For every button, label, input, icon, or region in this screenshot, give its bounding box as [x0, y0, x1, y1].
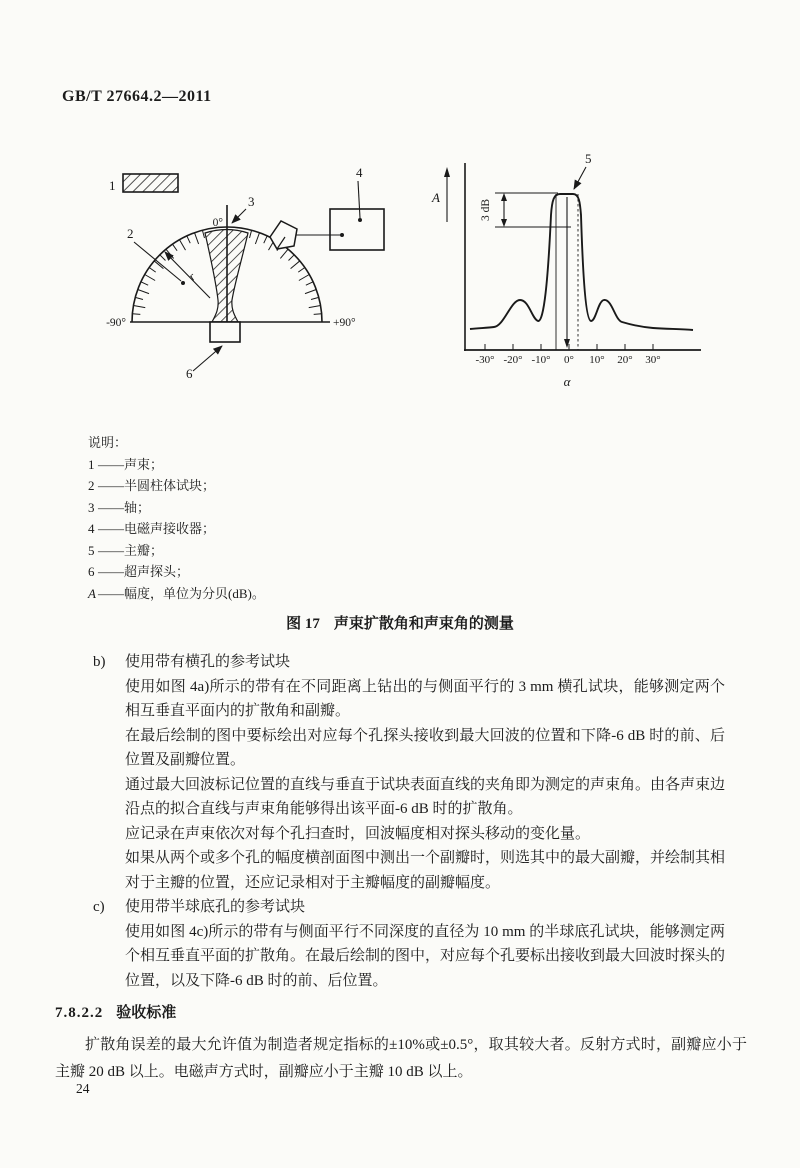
tick-mark — [289, 255, 295, 261]
callout-3-label: 3 — [248, 194, 255, 209]
legend-item-id: 1 — [88, 456, 95, 472]
callout-4-label: 4 — [356, 165, 363, 180]
callout-1-label: 1 — [109, 178, 116, 193]
legend-item — [88, 518, 265, 540]
paragraph: 使用如图 4c)所示的带有与侧面平行不同深度的直径为 10 mm 的半球底孔试块，能够测定两个相互垂直平面的扩散角。在最后绘制的图中，对应每个孔要标出接收到最大回波时探头的位置，以及下降-6 dB 时的前、后位置。 — [125, 923, 726, 989]
beam-angle-measurement-diagram — [85, 150, 420, 400]
legend-item — [88, 540, 265, 562]
tick-mark — [187, 236, 190, 243]
zero-degree-label: 0° — [212, 217, 223, 229]
legend-item — [88, 454, 265, 476]
figure-caption-number: 图 17 — [286, 616, 320, 632]
radius-label: r — [185, 269, 199, 284]
legend-item-text: 声束； — [124, 456, 164, 472]
legend-dash: —— — [98, 521, 124, 536]
x-tick-label: -10° — [531, 354, 551, 366]
tick-mark — [138, 290, 149, 294]
paragraph: 通过最大回波标记位置的直线与垂直于试块表面直线的夹角即为测定的声束角。由各声束边沿点的拟合直线与声束角能够得出该平面-6 dB 时的扩散角。 — [125, 776, 726, 817]
callout-3-leader-line — [232, 209, 246, 223]
paragraph: 如果从两个或多个孔的幅度横剖面图中测出一个副瓣时，则选其中的最大副瓣，并绘制其相对于主瓣的位置，还应记录相对于主瓣幅度的副瓣幅度。 — [125, 850, 726, 891]
legend-item-text: 半圆柱体试块； — [124, 478, 216, 493]
legend-dash: —— — [98, 478, 124, 493]
list-item-title: 使用带半球底孔的参考试块 — [125, 899, 306, 915]
legend-item-text: 超声探头； — [124, 564, 190, 579]
paragraph: 在最后绘制的图中要标绘出对应每个孔探头接收到最大回波的位置和下降-6 dB 时的前、后位置及副瓣位置。 — [125, 727, 725, 768]
callout-5-leader-line — [574, 167, 586, 189]
list-item-label: c) — [93, 899, 105, 915]
tick-mark — [132, 314, 140, 315]
x-tick-label: 30° — [645, 354, 661, 366]
legend-item — [88, 497, 265, 519]
legend-item-text: 轴； — [124, 499, 151, 515]
sound-beam-sample-swatch — [123, 174, 178, 192]
tick-mark — [311, 297, 319, 299]
legend-item-id: A — [88, 585, 96, 601]
3db-label: 3 dB — [480, 198, 492, 222]
section-number: 7.8.2.2 — [55, 1005, 104, 1021]
legend-item-text: 主瓣； — [124, 542, 164, 558]
x-tick-label: 10° — [589, 354, 605, 366]
tick-mark — [160, 255, 166, 261]
figure-caption — [0, 612, 800, 633]
tick-mark — [264, 236, 267, 243]
tick-mark — [135, 297, 143, 299]
x-tick-label: 0° — [564, 354, 574, 366]
page-number: 24 — [76, 1081, 90, 1096]
tick-mark — [299, 275, 309, 281]
legend-dash: —— — [98, 585, 124, 601]
tick-mark — [305, 290, 316, 294]
body-text — [93, 650, 725, 993]
legend-dash: —— — [98, 456, 124, 472]
tick-mark — [202, 230, 204, 238]
legend-item — [88, 475, 265, 497]
tick-mark — [149, 268, 156, 273]
legend-title: 说明： — [88, 435, 128, 450]
x-tick-label: -20° — [503, 354, 523, 366]
acceptance-criteria-paragraph: 扩散角误差的最大允许值为制造者规定指标的±10%或±0.5°，取其较大者。反射方式时，副瓣应小于主瓣 20 dB 以上。电磁声方式时，副瓣应小于主瓣 10 dB 以上。 — [55, 1037, 747, 1080]
list-item-content — [125, 650, 725, 895]
section-title: 验收标准 — [116, 1005, 177, 1021]
tick-mark — [280, 249, 288, 258]
x-tick-label: -30° — [475, 354, 495, 366]
tick-mark — [145, 275, 155, 281]
list-item-title: 使用带有横孔的参考试块 — [125, 654, 291, 670]
legend-item-text: 电磁声接收器； — [124, 521, 216, 536]
minus-90-label: -90° — [106, 317, 126, 329]
section-heading — [55, 1001, 176, 1022]
legend-item — [88, 561, 265, 583]
legend-dash: —— — [98, 542, 124, 558]
list-item-label: b) — [93, 654, 106, 670]
legend-item — [88, 583, 265, 605]
cable-connection-dot — [340, 233, 344, 237]
plus-90-label: +90° — [333, 317, 356, 329]
emat-receiver-box — [330, 209, 384, 250]
3db-arrow-head-down — [501, 219, 507, 227]
list-item-content — [125, 895, 725, 993]
angle-axis-label: α — [563, 374, 571, 389]
tick-mark — [309, 306, 321, 308]
tick-mark — [250, 230, 252, 238]
tick-mark — [298, 268, 305, 273]
x-tick-label: 20° — [617, 354, 633, 366]
emat-receiver-head — [270, 221, 297, 249]
list-item-c — [93, 895, 725, 993]
figure-caption-title: 声束扩散角和声束角的测量 — [333, 616, 514, 632]
legend-item-id: 3 — [88, 499, 95, 515]
beam-profile-plot — [425, 140, 715, 395]
tick-mark — [314, 314, 322, 315]
paragraph: 应记录在声束依次对每个孔扫查时，回波幅度相对探头移动的变化量。 — [125, 825, 591, 842]
tick-mark — [133, 306, 145, 308]
tick-mark — [291, 261, 300, 269]
callout-2-label: 2 — [127, 226, 134, 241]
callout-4-leader-line — [358, 181, 360, 218]
callout-6-label: 6 — [186, 366, 193, 381]
list-item-b — [93, 650, 725, 895]
callout-2-leader-dot — [181, 281, 185, 285]
tick-mark — [195, 233, 199, 244]
legend-item-text: 幅度，单位为分贝(dB)。 — [124, 585, 265, 601]
standard-number-header: GB/T 27664.2—2011 — [62, 88, 212, 105]
legend-item-id: 6 — [88, 564, 95, 579]
callout-6-leader-line — [193, 346, 222, 371]
tick-mark — [255, 233, 259, 244]
paragraph: 使用如图 4a)所示的带有在不同距离上钻出的与侧面平行的 3 mm 横孔试块，能够测定两个相互垂直平面内的扩散角和副瓣。 — [125, 678, 725, 719]
tick-mark — [141, 282, 148, 285]
tick-mark — [180, 240, 186, 250]
callout-5-label: 5 — [585, 151, 592, 166]
ultrasonic-probe — [210, 322, 240, 342]
legend-item-id: 2 — [88, 478, 95, 493]
figure-legend — [88, 432, 265, 604]
legend-dash: —— — [98, 499, 124, 515]
legend-item-id: 5 — [88, 542, 95, 558]
legend-dash: —— — [98, 564, 124, 579]
tick-mark — [306, 282, 313, 285]
callout-4-leader-dot — [358, 218, 362, 222]
amplitude-axis-label: A — [432, 190, 440, 205]
tick-mark — [173, 244, 178, 251]
3db-arrow-head-up — [501, 193, 507, 201]
legend-item-id: 4 — [88, 521, 95, 536]
amplitude-arrow-head — [444, 167, 450, 177]
